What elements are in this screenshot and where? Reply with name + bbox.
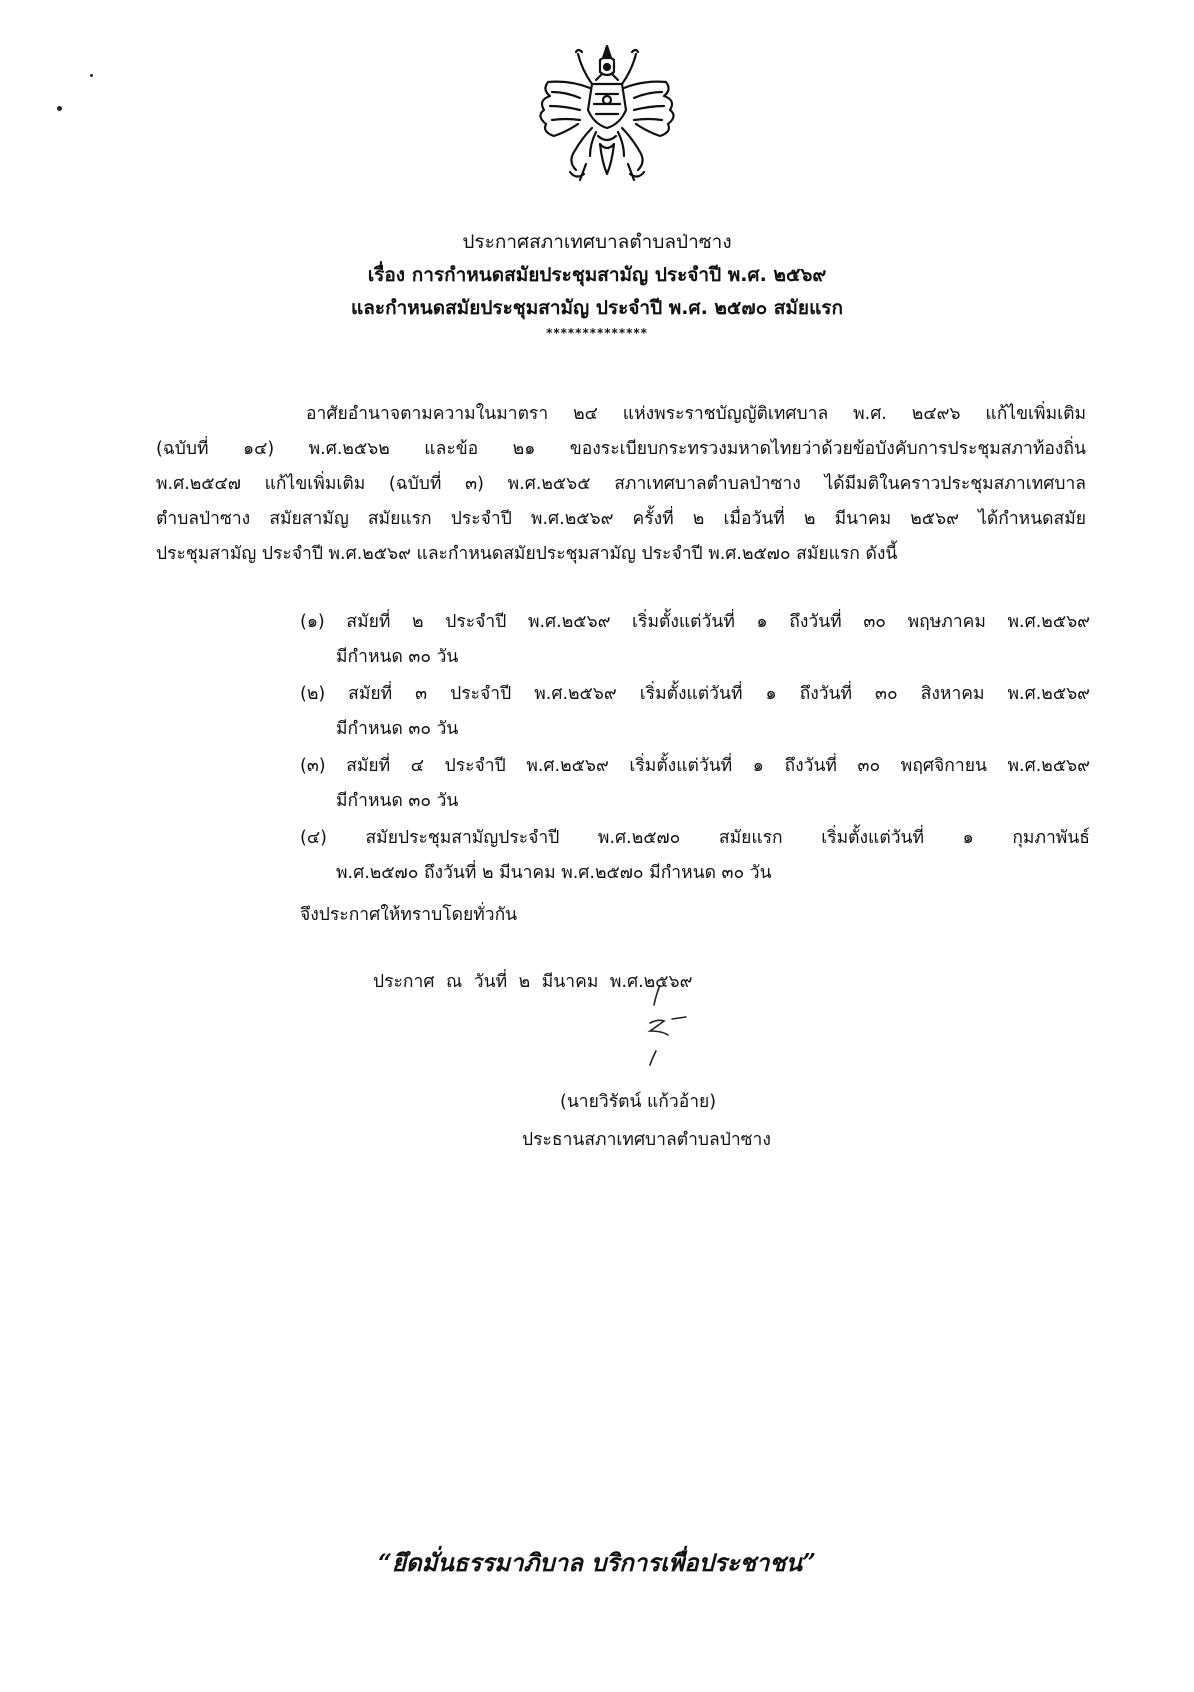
document-header: [0, 226, 1194, 345]
signer-name: (นายวิรัตน์ แก้วอ้าย): [560, 1092, 717, 1112]
header-separator: **************: [546, 326, 648, 340]
list-item-line-1: (๔) สมัยประชุมสามัญประจำปี พ.ศ.๒๕๗๐ สมัยแรก เริ่มตั้งแต่วันที่ ๑ กุมภาพันธ์: [300, 828, 1090, 848]
speck-mark: [57, 106, 62, 111]
list-item: [300, 605, 1090, 677]
signer-position: ประธานสภาเทศบาลตำบลป่าซาง: [522, 1130, 771, 1150]
list-item-line-2: พ.ศ.๒๕๗๐ ถึงวันที่ ๒ มีนาคม พ.ศ.๒๕๗๐ มีกำหนด ๓๐ วัน: [336, 863, 772, 883]
announcement-title: ประกาศสภาเทศบาลตำบลป่าซาง: [462, 231, 732, 253]
handwritten-signature: [620, 985, 730, 1095]
body-line: ประชุมสามัญ ประจำปี พ.ศ.๒๕๖๙ และกำหนดสมัยประชุมสามัญ ประจำปี พ.ศ.๒๕๗๐ สมัยแรก ดังนี้: [156, 544, 898, 564]
list-item: [300, 821, 1090, 893]
garuda-emblem-icon: [530, 40, 685, 190]
list-item-line-2: มีกำหนด ๓๐ วัน: [336, 647, 459, 667]
list-item-line-1: (๑) สมัยที่ ๒ ประจำปี พ.ศ.๒๕๖๙ เริ่มตั้งแต่วันที่ ๑ ถึงวันที่ ๓๐ พฤษภาคม พ.ศ.๒๕๖๙: [300, 612, 1090, 632]
body-paragraph: [156, 397, 1086, 572]
announcement-date: ประกาศ ณ วันที่ ๒ มีนาคม พ.ศ.๒๕๖๙: [373, 972, 693, 992]
list-item: [300, 749, 1090, 821]
list-item-line-1: (๒) สมัยที่ ๓ ประจำปี พ.ศ.๒๕๖๙ เริ่มตั้งแต่วันที่ ๑ ถึงวันที่ ๓๐ สิงหาคม พ.ศ.๒๕๖๙: [300, 684, 1090, 704]
list-item: [300, 677, 1090, 749]
subject-line-1: เรื่อง การกำหนดสมัยประชุมสามัญ ประจำปี พ.ศ. ๒๕๖๙: [367, 264, 827, 286]
speck-mark: [90, 74, 93, 77]
body-line: ตำบลป่าซาง สมัยสามัญ สมัยแรก ประจำปี พ.ศ.๒๕๖๙ ครั้งที่ ๒ เมื่อวันที่ ๒ มีนาคม ๒๕๖๙ ได้กำหนดสมัย: [156, 509, 1086, 529]
session-list: [300, 605, 1090, 893]
subject-line-2: และกำหนดสมัยประชุมสามัญ ประจำปี พ.ศ. ๒๕๗๐ สมัยแรก: [350, 297, 844, 319]
announcement-statement: จึงประกาศให้ทราบโดยทั่วกัน: [300, 905, 518, 925]
body-line: อาศัยอำนาจตามความในมาตรา ๒๔ แห่งพระราชบัญญัติเทศบาล พ.ศ. ๒๔๙๖ แก้ไขเพิ่มเติม: [306, 404, 1086, 424]
list-item-line-2: มีกำหนด ๓๐ วัน: [336, 719, 459, 739]
footer-motto: “ยึดมั่นธรรมาภิบาล บริการเพื่อประชาชน”: [378, 1548, 816, 1577]
list-item-line-1: (๓) สมัยที่ ๔ ประจำปี พ.ศ.๒๕๖๙ เริ่มตั้งแต่วันที่ ๑ ถึงวันที่ ๓๐ พฤศจิกายน พ.ศ.๒๕๖๙: [300, 756, 1090, 776]
list-item-line-2: มีกำหนด ๓๐ วัน: [336, 791, 459, 811]
body-line: พ.ศ.๒๕๔๗ แก้ไขเพิ่มเติม (ฉบับที่ ๓) พ.ศ.๒๕๖๕ สภาเทศบาลตำบลป่าซาง ได้มีมติในคราวประชุมสภาเทศบาล: [156, 474, 1086, 494]
body-line: (ฉบับที่ ๑๔) พ.ศ.๒๕๖๒ และข้อ ๒๑ ของระเบียบกระทรวงมหาดไทยว่าด้วยข้อบังคับการประชุมสภาท้องถิ่น: [156, 439, 1086, 459]
